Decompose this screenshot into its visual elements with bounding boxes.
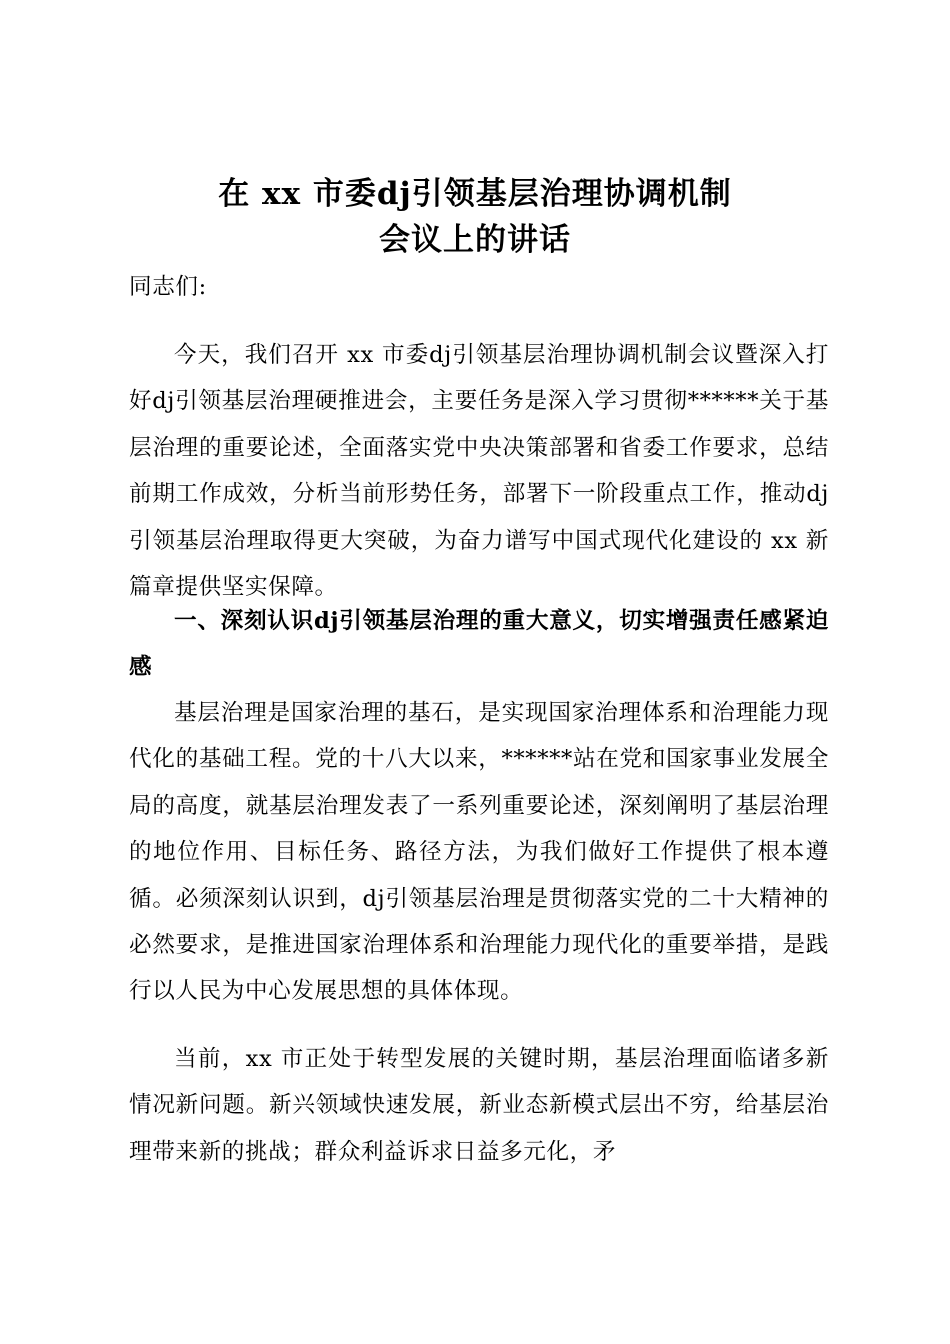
salutation: 同志们: <box>129 274 207 300</box>
document-title-line-2: 会议上的讲话 <box>379 222 571 258</box>
paragraph-significance: 基层治理是国家治理的基石，是实现国家治理体系和治理能力现代化的基础工程。党的十八大以来，******站在党和国家事业发展全局的高度，就基层治理发表了一系列重要论述，深刻阐明了基层治理的地位作用、目标任务、路径方法，为我们做好工作提供了根本遵循。必须深刻认识到，dj引领基层治理是贯彻落实党的二十大精神的必然要求，是推进国家治理体系和治理能力现代化的重要举措，是践行以人民为中心发展思想的具体体现。 <box>129 700 829 1005</box>
paragraph-intro: 今天，我们召开 xx 市委dj引领基层治理协调机制会议暨深入打好dj引领基层治理硬推进会，主要任务是深入学习贯彻******关于基层治理的重要论述，全面落实党中央决策部署和省委工作要求，总结前期工作成效，分析当前形势任务，部署下一阶段重点工作，推动dj引领基层治理取得更大突破，为奋力谱写中国式现代化建设的 xx 新篇章提供坚实保障。 <box>129 342 829 601</box>
document-title-line-1: 在 xx 市委dj引领基层治理协调机制 <box>218 176 732 212</box>
section-heading-1: 一、深刻认识dj引领基层治理的重大意义，切实增强责任感紧迫感 <box>129 608 829 681</box>
paragraph-current-situation: 当前，xx 市正处于转型发展的关键时期，基层治理面临诸多新情况新问题。新兴领域快速发展，新业态新模式层出不穷，给基层治理带来新的挑战；群众利益诉求日益多元化，矛 <box>129 1046 829 1165</box>
